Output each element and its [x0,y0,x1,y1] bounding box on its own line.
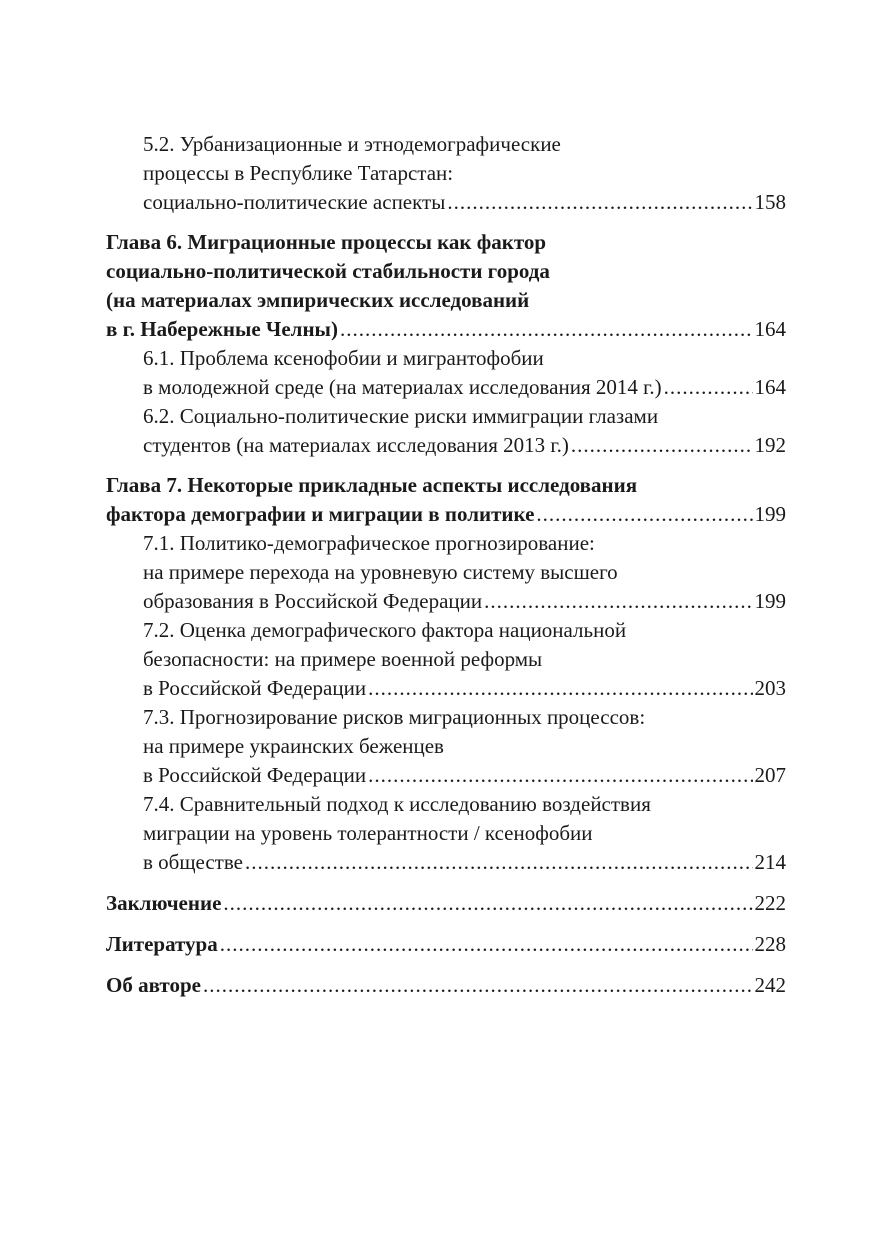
toc-entry-line: миграции на уровень толерантности / ксенофобии [143,821,593,845]
page-number: 164 [754,375,786,399]
toc-entry-line: 7.2. Оценка демографического фактора национальной [143,618,627,642]
toc-entry-7-2[interactable] [106,616,786,703]
toc-entry-last-line [143,431,786,460]
page-number: 222 [754,891,786,915]
table-of-contents [106,130,786,1000]
toc-entry-line: процессы в Республике Татарстан: [143,161,454,185]
dot-leader [447,188,752,217]
page-number: 192 [754,433,786,457]
toc-entry-last-line [106,930,786,959]
dot-leader [484,587,752,616]
toc-entry-line: (на материалах эмпирических исследований [106,288,530,312]
toc-entry-last-line [143,848,786,877]
dot-leader [368,761,752,790]
toc-entry-about-author[interactable] [106,971,786,1000]
toc-entry-last-line [106,971,786,1000]
toc-entry-line: 7.1. Политико-демографическое прогнозирование: [143,531,595,555]
toc-entry-line: безопасности: на примере военной реформы [143,647,543,671]
toc-entry-line: 7.4. Сравнительный подход к исследованию воздействия [143,792,651,816]
toc-entry-7-3[interactable] [106,703,786,790]
toc-entry-last-line [106,889,786,918]
toc-entry-text: в Российской Федерации [143,763,367,787]
toc-entry-last-line [143,587,786,616]
dot-leader [220,930,753,959]
toc-entry-line: на примере украинских беженцев [143,734,444,758]
toc-entry-line: 5.2. Урбанизационные и этнодемографические [143,132,561,156]
toc-entry-text: студентов (на материалах исследования 2013 г.) [143,433,569,457]
toc-entry-line: 6.2. Социально-политические риски иммиграции глазами [143,404,659,428]
dot-leader [245,848,753,877]
dot-leader [340,315,753,344]
dot-leader [664,373,753,402]
toc-entry-last-line [143,373,786,402]
toc-entry-text: Об авторе [106,973,201,997]
toc-entry-7-4[interactable] [106,790,786,877]
toc-entry-text: Заключение [106,891,222,915]
page-number: 214 [754,850,786,874]
page-number: 207 [754,763,786,787]
page-number: 228 [754,932,786,956]
toc-entry-5-2[interactable] [106,130,786,217]
dot-leader [536,500,752,529]
toc-entry-chapter-6[interactable] [106,228,786,344]
toc-entry-text: в молодежной среде (на материалах исследования 2014 г.) [143,375,662,399]
toc-entry-line: Глава 7. Некоторые прикладные аспекты исследования [106,473,638,497]
toc-entry-line: 7.3. Прогнозирование рисков миграционных процессов: [143,705,646,729]
page-number: 199 [754,589,786,613]
page-number: 203 [754,676,786,700]
toc-entry-last-line [143,674,786,703]
toc-entry-chapter-7[interactable] [106,471,786,529]
dot-leader [571,431,753,460]
toc-entry-conclusion[interactable] [106,889,786,918]
toc-entry-text: Литература [106,932,218,956]
toc-entry-text: фактора демографии и миграции в политике [106,502,535,526]
toc-entry-text: в г. Набережные Челны) [106,317,338,341]
toc-entry-last-line [143,761,786,790]
toc-entry-7-1[interactable] [106,529,786,616]
toc-entry-literature[interactable] [106,930,786,959]
toc-entry-text: социально-политические аспекты [143,190,446,214]
toc-entry-text: в Российской Федерации [143,676,367,700]
toc-entry-last-line [106,315,786,344]
page-number: 199 [754,502,786,526]
toc-entry-line: 6.1. Проблема ксенофобии и мигрантофобии [143,346,544,370]
toc-entry-line: социально-политической стабильности города [106,259,550,283]
page-number: 158 [754,190,786,214]
toc-entry-text: образования в Российской Федерации [143,589,483,613]
page-number: 242 [754,973,786,997]
toc-entry-last-line [106,500,786,529]
dot-leader [223,889,752,918]
toc-entry-6-2[interactable] [106,402,786,460]
page-number: 164 [754,317,786,341]
dot-leader [203,971,753,1000]
dot-leader [368,674,752,703]
toc-entry-6-1[interactable] [106,344,786,402]
toc-entry-line: на примере перехода на уровневую систему высшего [143,560,618,584]
toc-entry-last-line [143,188,786,217]
toc-entry-text: в обществе [143,850,243,874]
toc-entry-line: Глава 6. Миграционные процессы как фактор [106,230,547,254]
